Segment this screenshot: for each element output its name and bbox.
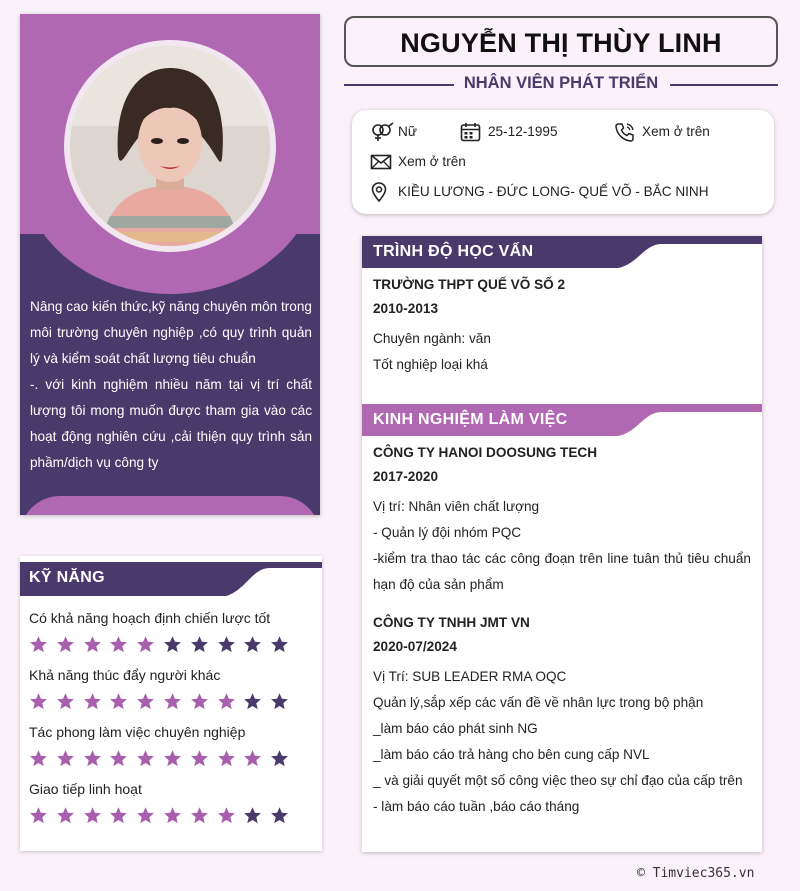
job-period: 2017-2020 — [373, 469, 439, 484]
star-filled-icon — [83, 749, 102, 768]
gender-value: Nữ — [398, 124, 417, 139]
star-empty-icon — [217, 635, 236, 654]
divider — [670, 84, 778, 86]
star-filled-icon — [109, 692, 128, 711]
education-header — [362, 236, 762, 270]
copyright: © Timviec365.vn — [637, 866, 755, 881]
education-major: Chuyên ngành: văn — [373, 331, 491, 346]
job-detail: -kiểm tra thao tác các công đoạn trên line tuân thủ tiêu chuẩn hạn độ của sản phẩm — [373, 551, 751, 592]
star-filled-icon — [136, 806, 155, 825]
star-empty-icon — [190, 635, 209, 654]
main-card — [362, 236, 762, 852]
skill-item — [29, 667, 319, 714]
star-filled-icon — [29, 749, 48, 768]
avatar — [70, 46, 270, 246]
dob-value: 25-12-1995 — [488, 124, 558, 139]
star-empty-icon — [270, 635, 289, 654]
role-row — [344, 72, 778, 98]
star-empty-icon — [243, 806, 262, 825]
phone-value: Xem ở trên — [642, 124, 710, 139]
skills-card — [20, 556, 322, 851]
location-pin-icon — [370, 182, 392, 202]
career-objective — [30, 294, 312, 476]
star-filled-icon — [136, 749, 155, 768]
objective-paragraph: -. với kinh nghiệm nhiều năm tại vị trí chất lượng tôi mong muốn được tham gia vào các hoạt động nghiên cứu ,cải thiện quy trình sản phầm/dịch vụ công ty — [30, 377, 312, 470]
job-title: NHÂN VIÊN PHÁT TRIỂN — [463, 74, 659, 92]
star-filled-icon — [29, 806, 48, 825]
email-icon — [370, 152, 392, 172]
job-detail: Vị Trí: SUB LEADER RMA OQC — [373, 669, 567, 684]
job-detail: Vị trí: Nhân viên chất lượng — [373, 499, 540, 514]
skill-rating — [29, 749, 319, 771]
star-empty-icon — [243, 635, 262, 654]
job-detail: Quản lý,sắp xếp các vấn đề về nhân lực trong bộ phận — [373, 695, 704, 710]
star-filled-icon — [217, 692, 236, 711]
star-filled-icon — [56, 635, 75, 654]
education-period: 2010-2013 — [373, 301, 439, 316]
star-filled-icon — [136, 692, 155, 711]
phone-icon — [614, 122, 636, 142]
name-box — [344, 16, 778, 67]
skill-rating — [29, 806, 319, 828]
star-empty-icon — [243, 692, 262, 711]
section-title: KINH NGHIỆM LÀM VIỆC — [373, 411, 568, 428]
star-empty-icon — [163, 635, 182, 654]
full-name: NGUYỄN THỊ THÙY LINH — [400, 28, 722, 58]
star-filled-icon — [56, 806, 75, 825]
skills-header — [20, 562, 322, 596]
gender-icon — [370, 122, 394, 142]
star-filled-icon — [163, 692, 182, 711]
job-company: CÔNG TY TNHH JMT VN — [373, 615, 530, 630]
section-title: TRÌNH ĐỘ HỌC VẤN — [373, 243, 534, 260]
education-result: Tốt nghiệp loại khá — [373, 357, 488, 372]
contact-box — [352, 110, 774, 214]
skill-item — [29, 724, 319, 771]
star-filled-icon — [29, 692, 48, 711]
job-period: 2020-07/2024 — [373, 639, 457, 654]
star-filled-icon — [56, 749, 75, 768]
objective-paragraph: Nâng cao kiến thức,kỹ năng chuyên môn trong môi trường chuyên nghiệp ,có quy trình quản lý và kiểm soát chất lượng tiêu chuẩn — [30, 299, 312, 366]
avatar-portrait — [70, 46, 270, 246]
star-filled-icon — [56, 692, 75, 711]
star-filled-icon — [217, 749, 236, 768]
star-empty-icon — [270, 692, 289, 711]
star-empty-icon — [270, 806, 289, 825]
star-filled-icon — [29, 635, 48, 654]
star-filled-icon — [83, 806, 102, 825]
star-filled-icon — [190, 749, 209, 768]
star-filled-icon — [190, 692, 209, 711]
email-value: Xem ở trên — [398, 154, 466, 169]
job-company: CÔNG TY HANOI DOOSUNG TECH — [373, 445, 598, 460]
star-filled-icon — [190, 806, 209, 825]
star-filled-icon — [83, 692, 102, 711]
job-detail: _ và giải quyết một số công việc theo sự chỉ đạo của cấp trên — [373, 773, 743, 788]
section-title: KỸ NĂNG — [29, 569, 105, 586]
job-detail: _làm báo cáo phát sinh NG — [373, 721, 538, 736]
skill-name: Tác phong làm việc chuyên nghiệp — [29, 724, 246, 740]
job-detail: - làm báo cáo tuần ,báo cáo tháng — [373, 799, 580, 814]
star-filled-icon — [109, 749, 128, 768]
skill-name: Giao tiếp linh hoạt — [29, 781, 142, 797]
experience-header — [362, 404, 762, 438]
star-filled-icon — [163, 806, 182, 825]
address-value: KIỀU LƯƠNG - ĐỨC LONG- QUẾ VÕ - BẮC NINH — [398, 184, 709, 199]
skill-rating — [29, 635, 319, 657]
star-filled-icon — [109, 806, 128, 825]
skill-name: Có khả năng hoạch định chiến lược tốt — [29, 610, 271, 626]
star-empty-icon — [270, 749, 289, 768]
skill-item — [29, 781, 319, 828]
skill-name: Khả năng thúc đẩy người khác — [29, 667, 221, 683]
job-detail: _làm báo cáo trả hàng cho bên cung cấp NVL — [373, 747, 650, 762]
star-filled-icon — [83, 635, 102, 654]
skill-rating — [29, 692, 319, 714]
star-filled-icon — [109, 635, 128, 654]
skill-item — [29, 610, 319, 657]
star-filled-icon — [217, 806, 236, 825]
school-name: TRƯỜNG THPT QUẾ VÕ SỐ 2 — [373, 277, 566, 292]
profile-card — [20, 14, 320, 515]
star-filled-icon — [163, 749, 182, 768]
star-filled-icon — [243, 749, 262, 768]
calendar-icon — [460, 122, 482, 142]
job-detail: - Quản lý đội nhóm PQC — [373, 525, 522, 540]
star-filled-icon — [136, 635, 155, 654]
profile-footer-curve — [20, 496, 320, 515]
